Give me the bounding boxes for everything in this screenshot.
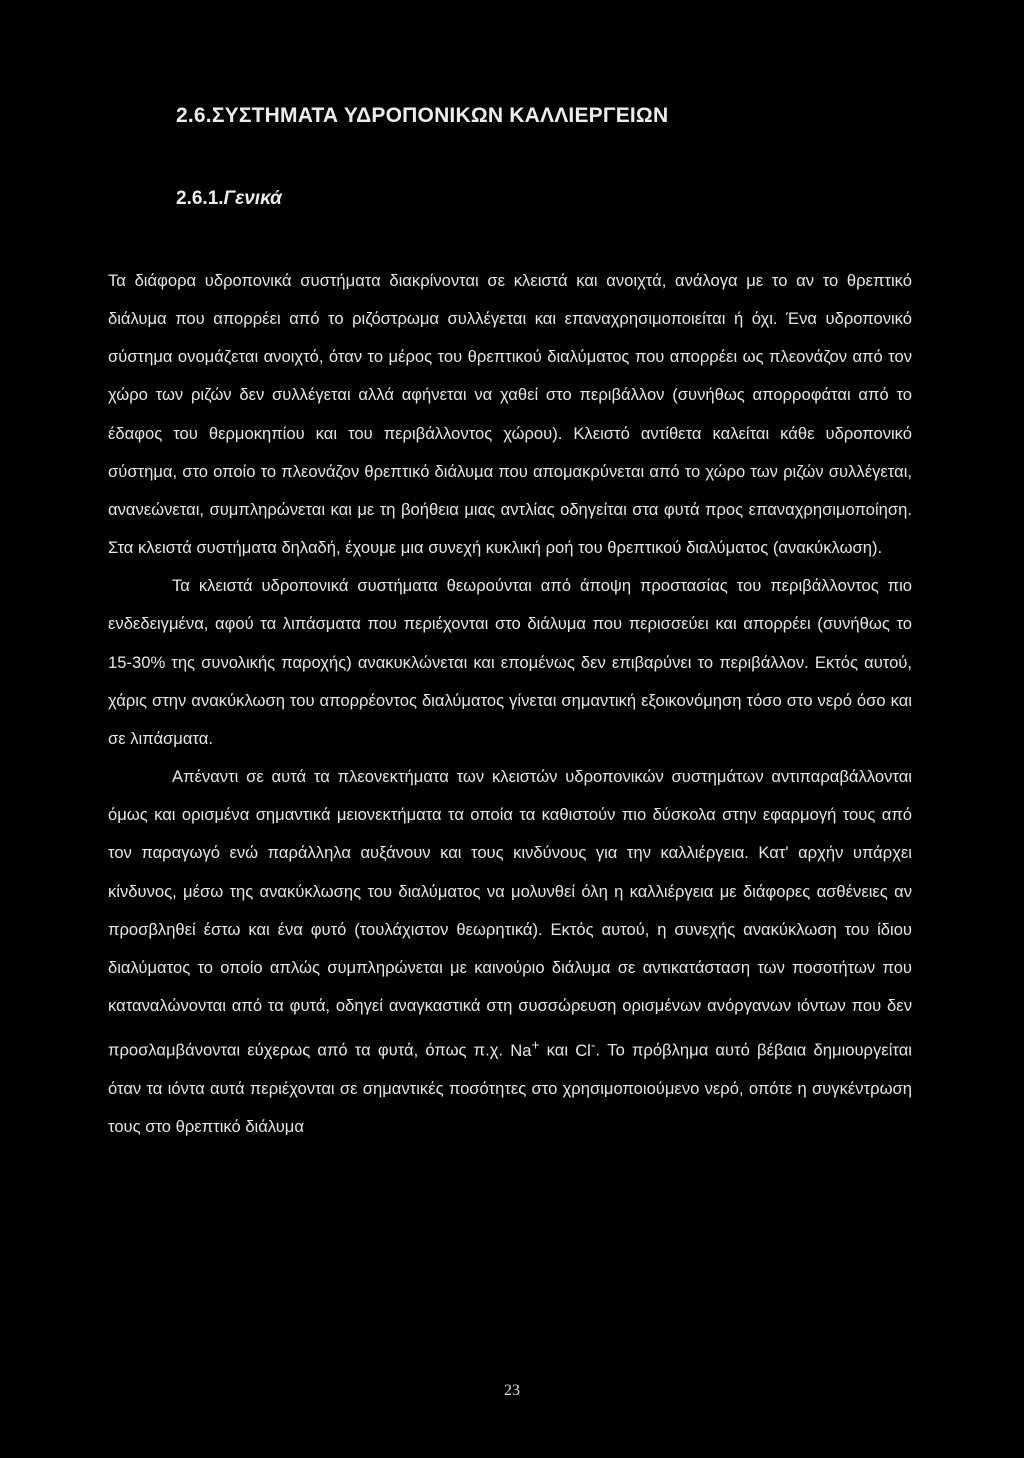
chloride-symbol: Cl <box>575 1040 591 1060</box>
sodium-ion <box>510 1036 540 1060</box>
paragraph-2: Τα κλειστά υδροπονικά συστήματα θεωρούνται από άποψη προστασίας του περιβάλλοντος πιο ενδεδειγμένα, αφού τα λιπάσματα που περιέχονται στο διάλυμα που περισσεύει και απορρέει (συνήθως το 15-30% της συνολικής παροχής) ανακυκλώνεται και επομένως δεν επιβαρύνει το περιβάλλον. Εκτός αυτού, χάρις στην ανακύκλωση του απορρέοντος διαλύματος γίνεται σημαντική εξοικονόμηση τόσο στο νερό όσο και σε λιπάσματα. <box>108 576 912 748</box>
section-heading: 2.6.ΣΥΣΤΗΜΑΤΑ ΥΔΡΟΠΟΝΙΚΩΝ ΚΑΛΛΙΕΡΓΕΙΩΝ <box>176 104 669 127</box>
subsection-title: Γενικά <box>223 188 282 209</box>
chloride-charge: - <box>590 1036 596 1053</box>
body-text <box>108 262 912 1146</box>
page-number: 23 <box>504 1382 520 1399</box>
sodium-charge: + <box>531 1036 540 1053</box>
ion-conjunction: και <box>546 1040 569 1060</box>
sodium-symbol: Na <box>510 1040 532 1060</box>
subsection-number: 2.6.1. <box>176 188 224 209</box>
subsection-heading <box>176 188 282 210</box>
chloride-ion <box>575 1036 596 1060</box>
paragraph-1: Τα διάφορα υδροπονικά συστήματα διακρίνονται σε κλειστά και ανοιχτά, ανάλογα με το αν το θρεπτικό διάλυμα που απορρέει από το ριζόστρωμα συλλέγεται και επαναχρησιμοποιείται ή όχι. Ένα υδροπονικό σύστημα ονομάζεται ανοιχτό, όταν το μέρος του θρεπτικού διαλύματος που απορρέει ως πλεονάζον από τον χώρο των ριζών δεν συλλέγεται αλλά αφήνεται να χαθεί στο περιβάλλον (συνήθως απορροφάται από το έδαφος του θερμοκηπίου και του περιβάλλοντος χώρου). Κλειστό αντίθετα καλείται κάθε υδροπονικό σύστημα, στο οποίο το πλεονάζον θρεπτικό διάλυμα που απομακρύνεται από το χώρο των ριζών συλλέγεται, ανανεώνεται, συμπληρώνεται και με τη βοήθεια μιας αντλίας οδηγείται στα φυτά προς επαναχρησιμοποίηση. Στα κλειστά συστήματα δηλαδή, έχουμε μια συνεχή κυκλική ροή του θρεπτικού διαλύματος (ανακύκλωση). <box>108 271 912 558</box>
paragraph-3-text: Απέναντι σε αυτά τα πλεονεκτήματα των κλειστών υδροπονικών συστημάτων αντιπαραβάλλονται όμως και ορισμένα σημαντικά μειονεκτήματα τα οποία τα καθιστούν πιο δύσκολα στην εφαρμογή τους από τον παραγωγό ενώ παράλληλα αυξάνουν και τους κινδύνους για την καλλιέργεια. Κατ' αρχήν υπάρχει κίνδυνος, μέσω της ανακύκλωσης του διαλύματος να μολυνθεί όλη η καλλιέργεια με διάφορες ασθένειες αν προσβληθεί έστω και ένα φυτό (τουλάχιστον θεωρητικά). Εκτός αυτού, η συνεχής ανακύκλωση του ίδιου διαλύματος το οποίο απλώς συμπληρώνεται με καινούριο διάλυμα σε αντικατάσταση των ποσοτήτων που καταναλώνονται από τα φυτά, οδηγεί αναγκαστικά στη συσσώρευση ορισμένων ανόργανων ιόντων που δεν προσλαμβάνονται εύχερως από τα φυτά, όπως π.χ. <box>108 767 912 1060</box>
paragraph-3: Απέναντι σε αυτά τα πλεονεκτήματα των κλειστών υδροπονικών συστημάτων αντιπαραβάλλονται όμως και ορισμένα σημαντικά μειονεκτήματα τα οποία τα καθιστούν πιο δύσκολα στην εφαρμογή τους από τον παραγωγό ενώ παράλληλα αυξάνουν και τους κινδύνους για την καλλιέργεια. Κατ' αρχήν υπάρχει κίνδυνος, μέσω της ανακύκλωσης του διαλύματος να μολυνθεί όλη η καλλιέργεια με διάφορες ασθένειες αν προσβληθεί έστω και ένα φυτό (τουλάχιστον θεωρητικά). Εκτός αυτού, η συνεχής ανακύκλωση του ίδιου διαλύματος το οποίο απλώς συμπληρώνεται με καινούριο διάλυμα σε αντικατάσταση των ποσοτήτων που καταναλώνονται από τα φυτά, οδηγεί αναγκαστικά στη συσσώρευση ορισμένων ανόργανων ιόντων που δεν προσλαμβάνονται εύχερως από τα φυτά, όπως π.χ. Na+ και Cl-. Το πρόβλημα αυτό βέβαια δημιουργείται όταν τα ιόντα αυτά περιέχονται σε σημαντικές ποσότητες στο χρησιμοποιούμενο νερό, οπότε η συγκέντρωση τους στο θρεπτικό διάλυμα <box>108 767 912 1136</box>
paragraph-3-continuation: Το πρόβλημα αυτό βέβαια δημιουργείται όταν τα ιόντα αυτά περιέχονται σε σημαντικές ποσότητες στο χρησιμοποιούμενο νερό, οπότε η συγκέντρωση τους στο θρεπτικό διάλυμα <box>108 1040 912 1136</box>
